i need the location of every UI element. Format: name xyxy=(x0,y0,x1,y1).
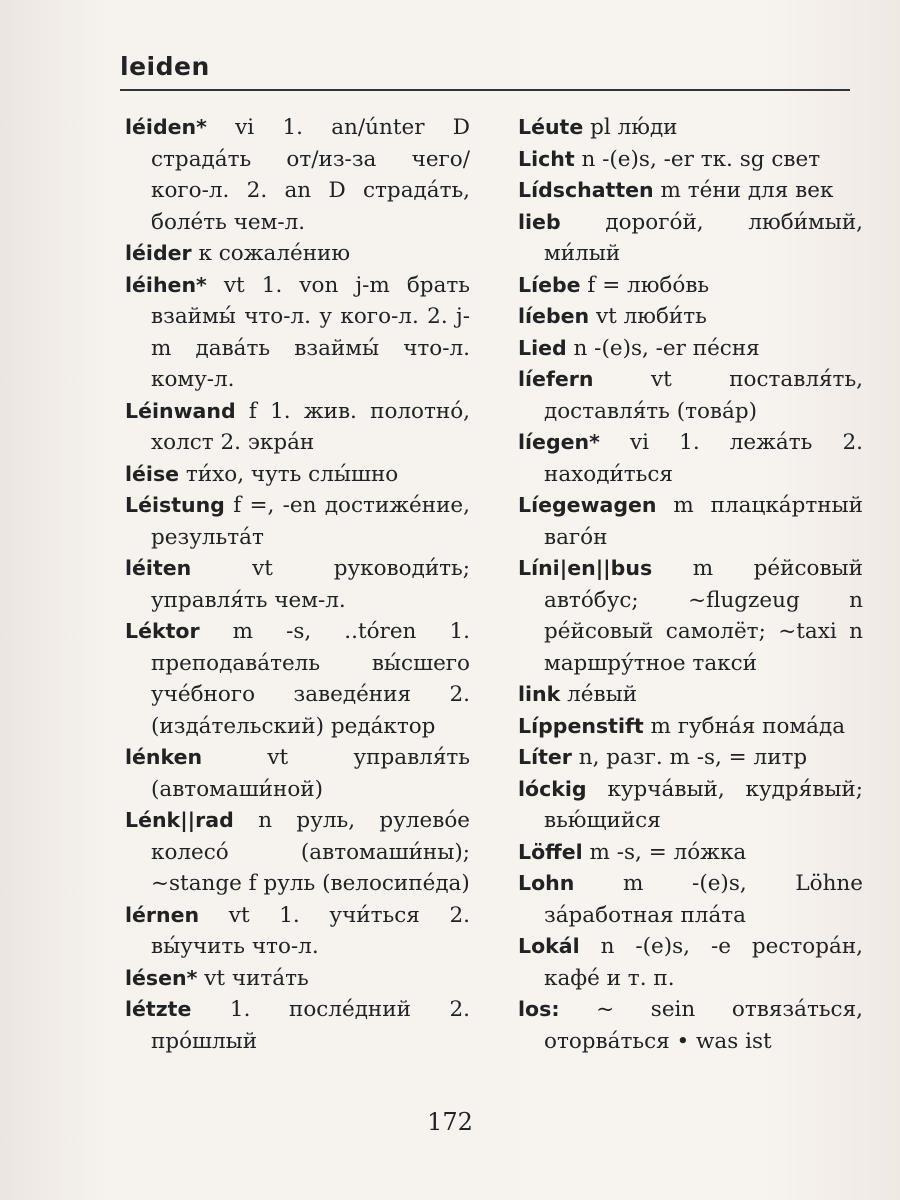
headword: Löffel xyxy=(518,839,583,864)
dictionary-entry xyxy=(518,742,863,774)
headword: Lied xyxy=(518,335,567,360)
headword: líefern xyxy=(518,367,594,391)
entry-definition: n -(e)s, -er пе́сня xyxy=(566,335,760,361)
headword: lieb xyxy=(518,209,561,234)
entry-definition: m -(e)s, Löhne за́работная пла́та xyxy=(544,871,863,928)
headword: link xyxy=(518,682,561,706)
dictionary-entry xyxy=(518,270,863,302)
dictionary-entry xyxy=(518,144,863,176)
headword: lérnen xyxy=(125,902,200,927)
dictionary-entry xyxy=(518,490,863,553)
headword: líegen* xyxy=(518,430,600,454)
entry-definition: курча́вый, кудря́вый; вью́щийся xyxy=(544,776,863,833)
headword: lóckig xyxy=(518,776,587,801)
dictionary-entry xyxy=(125,963,470,995)
headword: Líni|en||bus xyxy=(518,556,653,580)
headword: líeben xyxy=(518,304,590,328)
headword: Lokál xyxy=(518,934,580,958)
dictionary-entry xyxy=(125,270,470,396)
dictionary-entry xyxy=(125,900,470,963)
headword: Léute xyxy=(518,115,584,139)
dictionary-entry xyxy=(518,931,863,994)
page-number: 172 xyxy=(427,1108,473,1136)
entry-definition: vt поставля́ть, доставля́ть (това́р) xyxy=(544,367,863,424)
dictionary-entry xyxy=(518,837,863,869)
dictionary-entry xyxy=(125,490,470,553)
dictionary-entry xyxy=(518,679,863,711)
headword: Líegewagen xyxy=(518,493,657,517)
entry-definition: vi 1. лежа́ть 2. находи́ться xyxy=(544,430,863,487)
dictionary-entry xyxy=(518,711,863,743)
headword: léiden* xyxy=(125,115,207,139)
dictionary-entry xyxy=(125,238,470,270)
entry-definition: vt руководи́ть; управля́ть чем-л. xyxy=(151,556,470,613)
dictionary-entry xyxy=(518,207,863,270)
entry-definition: vi 1. an/únter D страда́ть от/из-за чего/кого-л. 2. an D страда́ть, боле́ть чем-л. xyxy=(151,115,470,235)
entry-definition: f =, -en достиже́ние, результа́т xyxy=(151,493,470,550)
dictionary-entry xyxy=(518,112,863,144)
dictionary-entry xyxy=(518,175,863,207)
entry-definition: vt 1. учи́ться 2. вы́учить что-л. xyxy=(151,902,470,959)
dictionary-entry xyxy=(518,774,863,837)
dictionary-entry xyxy=(518,427,863,490)
headword: léihen* xyxy=(125,272,207,297)
dictionary-entry xyxy=(125,742,470,805)
headword: Léistung xyxy=(125,493,225,517)
dictionary-entry xyxy=(125,396,470,459)
headword: Lohn xyxy=(518,871,575,895)
dictionary-entry xyxy=(518,333,863,365)
dictionary-entry xyxy=(518,994,863,1057)
dictionary-entry xyxy=(518,301,863,333)
entry-definition: n, разг. m -s, = литр xyxy=(571,745,808,770)
headword: Léinwand xyxy=(125,398,236,423)
running-head xyxy=(120,52,850,91)
running-head-word: leiden xyxy=(120,52,210,81)
entry-definition: m ре́йсовый авто́бус; ~flugzeug n ре́йсовый самолёт; ~taxi n маршру́тное такси́ xyxy=(544,556,863,676)
right-column xyxy=(518,112,863,1057)
entry-definition: m плацка́ртный ваго́н xyxy=(544,493,863,550)
entry-definition: vt люби́ть xyxy=(589,304,707,329)
entry-definition: ле́вый xyxy=(560,682,638,707)
entry-definition: m губна́я пома́да xyxy=(643,713,846,739)
entry-definition: дорого́й, люби́мый, ми́лый xyxy=(544,209,863,266)
headword: lénken xyxy=(125,745,203,769)
dictionary-entry xyxy=(125,553,470,616)
entry-definition: m -s, ..tóren 1. преподава́тель вы́сшего уче́бного заведе́ния 2. (изда́тельский) реда́ктор xyxy=(151,619,470,739)
headword: Licht xyxy=(518,146,575,171)
entry-definition: ти́хо, чуть слы́шно xyxy=(179,461,399,487)
headword: los: xyxy=(518,997,560,1021)
headword: Líter xyxy=(518,745,572,769)
entry-definition: f = любо́вь xyxy=(580,272,710,298)
entry-definition: к сожале́нию xyxy=(191,241,351,266)
headword: Lénk||rad xyxy=(125,808,234,832)
entry-definition: n -(e)s, -e рестора́н, кафе́ и т. п. xyxy=(544,934,863,991)
entry-definition: m те́ни для век xyxy=(653,178,834,203)
headword: Lídschatten xyxy=(518,178,654,202)
headword: léiten xyxy=(125,556,192,580)
entry-definition: m -s, = ло́жка xyxy=(582,839,747,865)
entry-definition: 1. после́дний 2. про́шлый xyxy=(151,997,470,1054)
headword: Líppenstift xyxy=(518,713,644,738)
headword: Líebe xyxy=(518,272,581,297)
entry-definition: vt 1. von j-m брать взаймы́ что-л. у кого-л. 2. j-m дава́ть взаймы́ что-л. кому-л. xyxy=(151,272,470,392)
headword: Léktor xyxy=(125,619,200,643)
entry-definition: ~ sein отвяза́ться, оторва́ться • was ist xyxy=(544,997,863,1054)
headword: létzte xyxy=(125,997,192,1021)
dictionary-entry xyxy=(518,553,863,679)
entry-definition: vt чита́ть xyxy=(197,965,309,991)
headword: léider xyxy=(125,241,192,265)
headword: lésen* xyxy=(125,965,198,990)
dictionary-entry xyxy=(125,459,470,491)
dictionary-entry xyxy=(125,994,470,1057)
headword: léise xyxy=(125,461,180,486)
entry-definition: pl лю́ди xyxy=(583,115,678,140)
entry-definition: n руль, рулево́е колесо́ (автомаши́ны); ~stange f руль (велосипе́да) xyxy=(151,808,470,896)
dictionary-entry xyxy=(125,616,470,742)
dictionary-entry xyxy=(518,868,863,931)
dictionary-entry xyxy=(125,112,470,238)
entry-definition: n -(e)s, -er тк. sg свет xyxy=(574,146,821,172)
dictionary-entry xyxy=(518,364,863,427)
entry-definition: vt управля́ть (автомаши́ной) xyxy=(151,745,470,802)
left-column xyxy=(125,112,470,1057)
entry-definition: f 1. жив. полотно́, холст 2. экра́н xyxy=(151,398,470,455)
dictionary-entry xyxy=(125,805,470,900)
